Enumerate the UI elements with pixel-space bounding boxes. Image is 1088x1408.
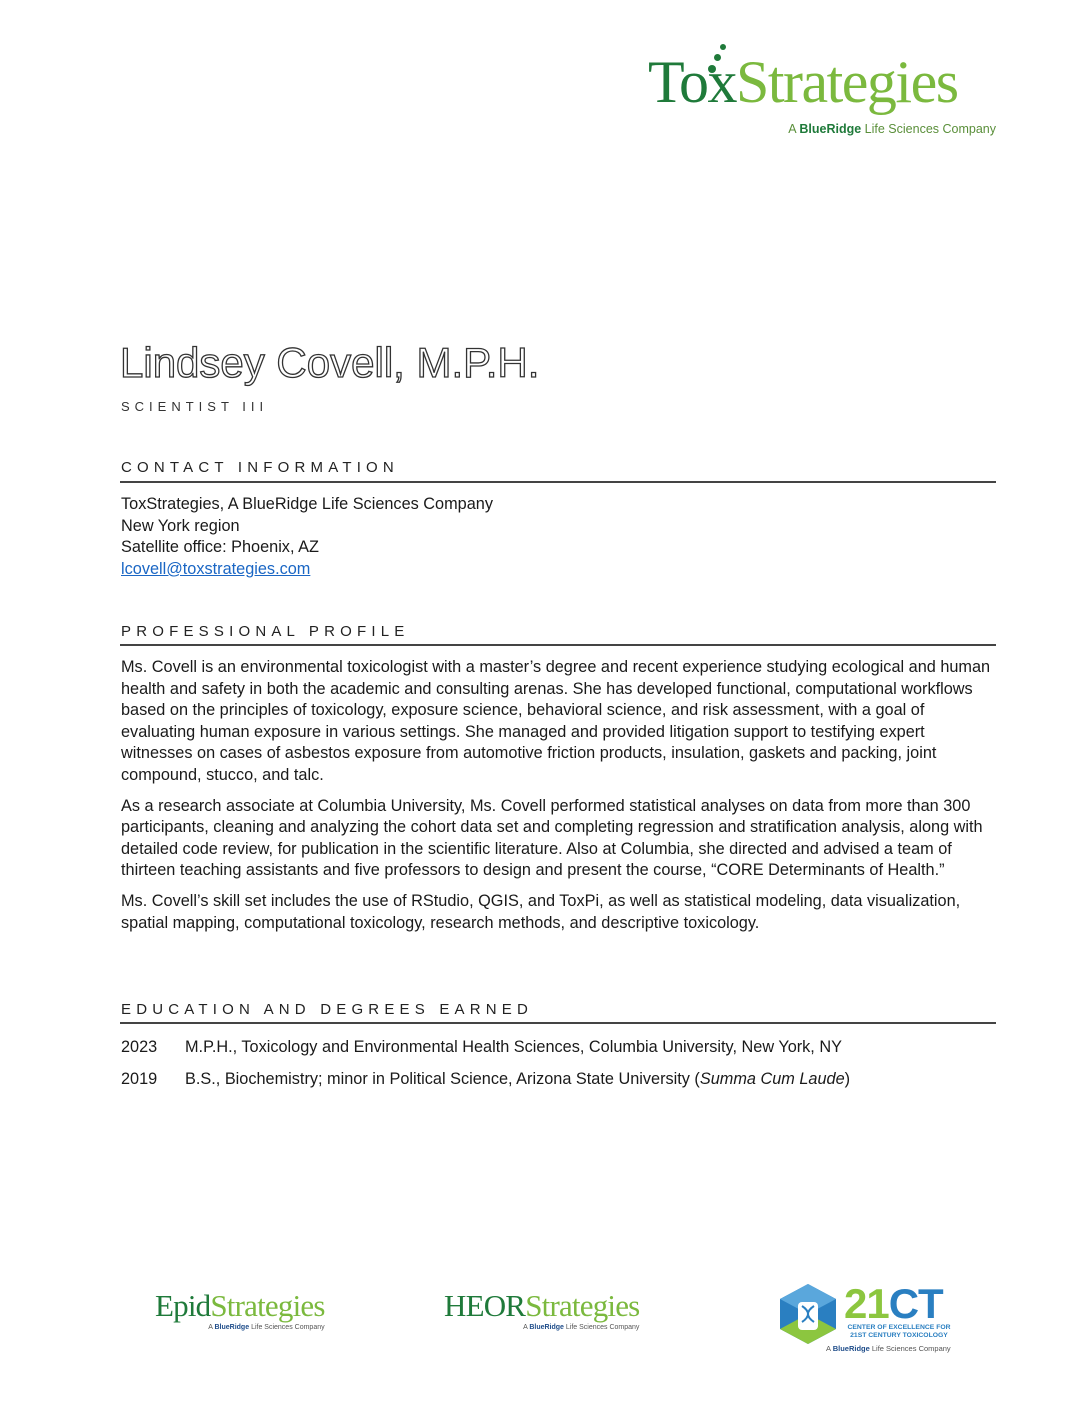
profile-paragraph: Ms. Covell is an environmental toxicologist with a master’s degree and recent experience studying ecological and human health and safety in both the academic and consulting arenas. She has developed functional, computational workflows based on the principles of toxicology, exposure science, behavioral science, and risk assessment, with a goal of evaluating human exposure in various settings. She managed and provided litigation support to testifying expert witnesses on cases of asbestos exposure from automotive friction products, insulation, gaskets and packing, joint compound, stucco, and talc. [121,658,991,784]
education-entry [121,1068,850,1090]
logo-word-strategies: Strategies [735,49,958,115]
epidstrategies-logo: EpidStrategies A BlueRidge Life Sciences Company [155,1288,325,1331]
email-link[interactable]: lcovell@toxstrategies.com [121,559,311,578]
21ct-wordmark: 21CT [844,1280,943,1327]
logo-wordmark [648,49,958,115]
21ct-logo [778,1282,963,1354]
hexagon-dna-icon [778,1282,838,1346]
education-degree: M.P.H., Toxicology and Environmental Health Sciences, Columbia University, New York, NY [185,1038,842,1056]
logo-word-tox: Tox [648,49,736,115]
heorstrategies-logo: HEORStrategies A BlueRidge Life Sciences Company [444,1288,640,1331]
education-entry [121,1036,842,1058]
section-divider [120,644,996,646]
section-divider [120,1022,996,1024]
profile-paragraph: Ms. Covell’s skill set includes the use of RStudio, QGIS, and ToxPi, as well as statistical modeling, data visualization, spatial mapping, computational toxicology, research methods, and descriptive toxicology. [121,891,961,932]
education-degree: B.S., Biochemistry; minor in Political Science, Arizona State University (Summa Cum Laude) [185,1070,851,1088]
education-honor: Summa Cum Laude [699,1070,845,1088]
education-year: 2023 [121,1038,158,1056]
section-divider [120,481,996,483]
education-year: 2019 [121,1070,158,1088]
21ct-subtitle: CENTER OF EXCELLENCE FOR 21ST CENTURY TOXICOLOGY [847,1324,951,1339]
contact-block [121,494,997,580]
person-name: Lindsey Covell, M.P.H. [120,339,540,386]
profile-body [121,657,991,943]
person-title: SCIENTIST III [121,399,269,414]
logo-tagline: A BlueRidge Life Sciences Company [788,122,996,136]
profile-paragraph: As a research associate at Columbia University, Ms. Covell performed statistical analyses on data from more than 300 participants, cleaning and analyzing the cohort data set and completing regression and stratification analysis, along with detailed code review, for publication in the scientific literature. Also at Columbia, she directed and advised a team of thirteen teaching assistants and five professors to design and present the course, “CORE Determinants of Health.” [121,796,983,880]
21ct-tagline: A BlueRidge Life Sciences Company [826,1344,951,1353]
contact-heading: CONTACT INFORMATION [121,459,399,476]
education-heading: EDUCATION AND DEGREES EARNED [121,1001,534,1018]
contact-region: New York region [121,516,240,535]
contact-company: ToxStrategies, A BlueRidge Life Sciences Company [121,495,493,513]
profile-heading: PROFESSIONAL PROFILE [121,623,410,640]
toxstrategies-logo [648,42,998,138]
contact-office: Satellite office: Phoenix, AZ [121,538,319,557]
